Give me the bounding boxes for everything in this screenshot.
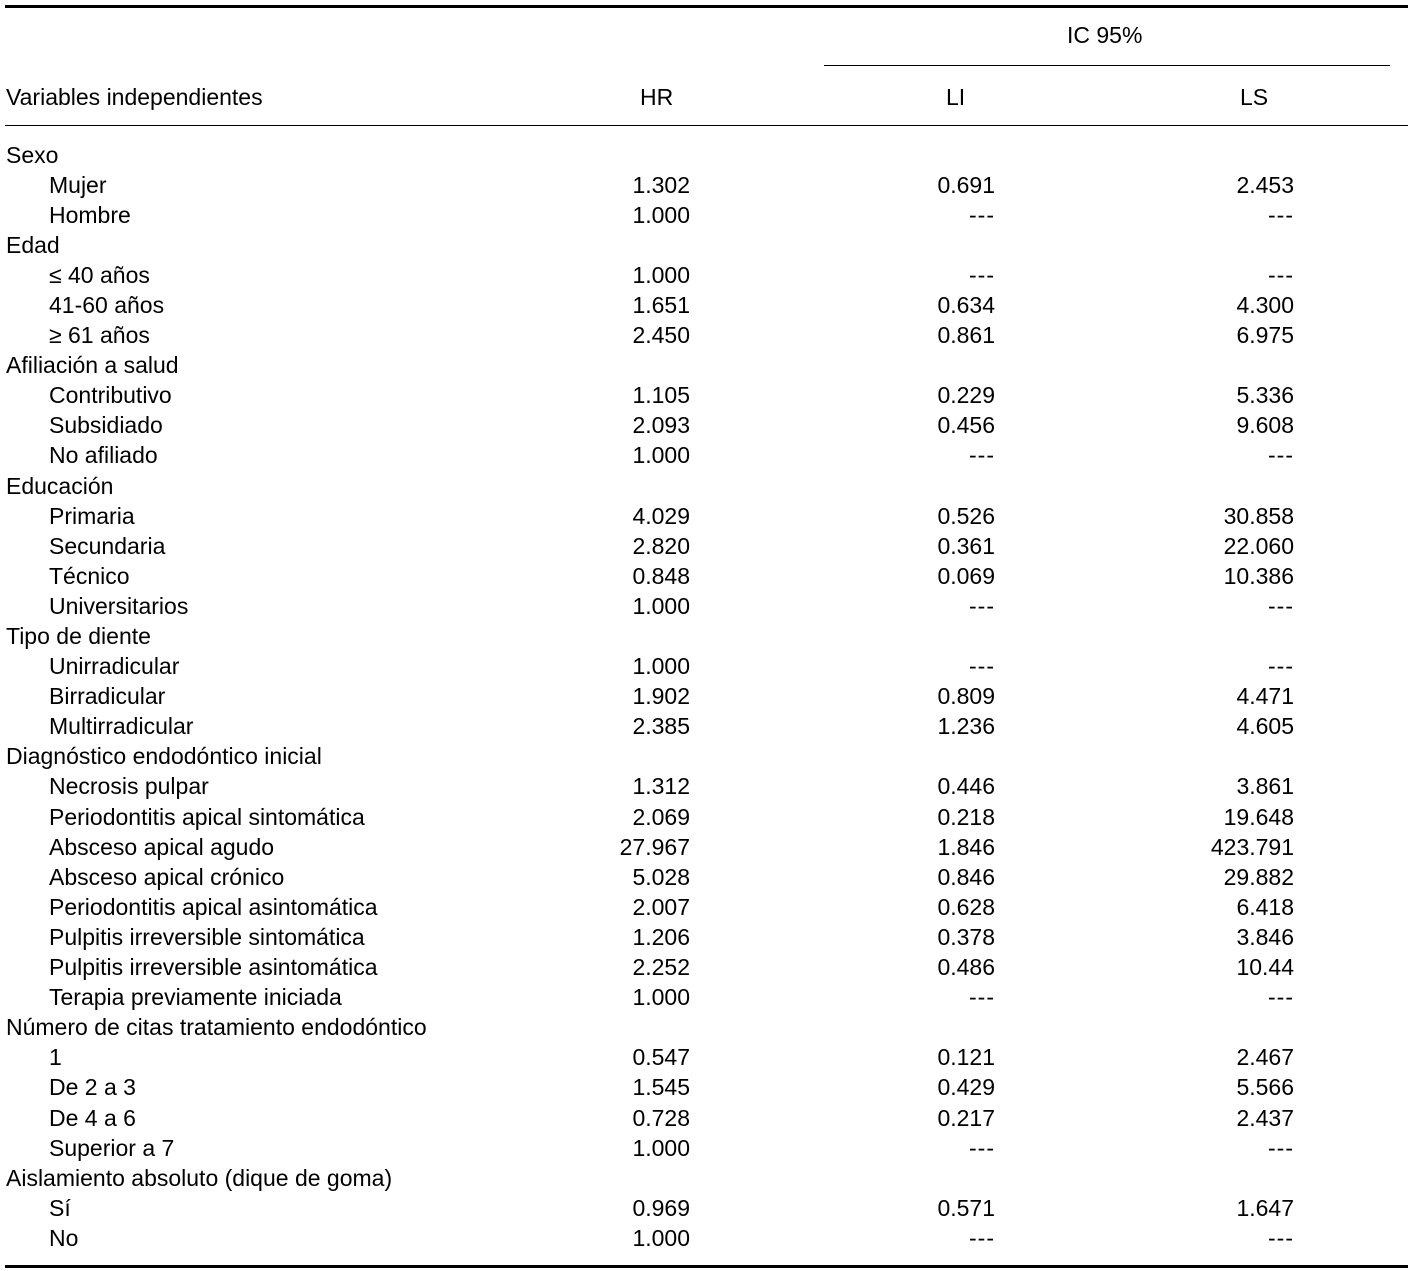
table-row: [0, 681, 1411, 711]
hr-value: 2.450: [632, 322, 690, 349]
ls-value: 423.791: [1210, 833, 1294, 860]
table-row: [0, 1072, 1411, 1102]
hr-value: 1.000: [632, 1134, 690, 1161]
ls-value: 4.300: [1236, 291, 1294, 318]
variable-label: Universitarios: [49, 592, 189, 619]
ls-value: 2.437: [1236, 1104, 1294, 1131]
ls-value: 3.846: [1236, 923, 1294, 950]
li-value: 1.846: [937, 833, 995, 860]
ls-value: 2.453: [1236, 171, 1294, 198]
table-row: [0, 290, 1411, 320]
table-row: [0, 380, 1411, 410]
table-row: [0, 200, 1411, 230]
li-value: 0.846: [937, 863, 995, 890]
hr-value: 1.902: [632, 683, 690, 710]
hr-value: 1.000: [632, 592, 690, 619]
li-value: ---: [969, 1134, 995, 1161]
li-value: 0.628: [937, 893, 995, 920]
li-value: 0.526: [937, 502, 995, 529]
table-group-row: [0, 741, 1411, 771]
ls-value: ---: [1268, 1134, 1294, 1161]
variable-label: Mujer: [49, 171, 107, 198]
table-top-rule: [5, 5, 1408, 8]
table-row: [0, 711, 1411, 741]
table-row: [0, 561, 1411, 591]
ls-value: 10.386: [1223, 562, 1294, 589]
table-row: [0, 1133, 1411, 1163]
table-row: [0, 410, 1411, 440]
hr-value: 2.252: [632, 954, 690, 981]
variable-label: Hombre: [49, 201, 131, 228]
li-value: ---: [969, 653, 995, 680]
variable-label: 41-60 años: [49, 291, 165, 318]
li-value: ---: [969, 1224, 995, 1251]
hr-header: HR: [640, 84, 674, 110]
ls-value: ---: [1268, 592, 1294, 619]
group-label: Educación: [6, 472, 114, 499]
li-value: 0.446: [937, 773, 995, 800]
li-value: ---: [969, 261, 995, 288]
li-value: 0.378: [937, 923, 995, 950]
li-value: 1.236: [937, 713, 995, 740]
table-row: [0, 440, 1411, 470]
table-row: [0, 531, 1411, 561]
table-row: [0, 1103, 1411, 1133]
ls-value: 9.608: [1236, 412, 1294, 439]
ls-value: 3.861: [1236, 773, 1294, 800]
group-label: Tipo de diente: [6, 623, 151, 649]
variable-label: Necrosis pulpar: [49, 773, 209, 800]
variable-label: No afiliado: [49, 442, 158, 469]
variable-label: ≤ 40 años: [49, 261, 150, 288]
table-row: [0, 170, 1411, 200]
table-group-row: [0, 471, 1411, 501]
li-value: 0.229: [937, 382, 995, 409]
table-row: [0, 802, 1411, 832]
table-bottom-rule: [5, 1265, 1408, 1268]
ic95-span-rule: [824, 65, 1390, 66]
li-value: 0.571: [937, 1194, 995, 1221]
hr-value: 1.000: [632, 261, 690, 288]
variable-label: Secundaria: [49, 532, 166, 559]
variables-header: Variables independientes: [6, 84, 263, 110]
hr-value: 1.302: [632, 171, 690, 198]
table-row: [0, 771, 1411, 801]
ls-value: 29.882: [1223, 863, 1294, 890]
ls-value: ---: [1268, 261, 1294, 288]
hr-value: 1.000: [632, 1224, 690, 1251]
ls-value: ---: [1268, 442, 1294, 469]
ls-value: 30.858: [1223, 502, 1294, 529]
hr-value: 2.093: [632, 412, 690, 439]
li-value: 0.069: [937, 562, 995, 589]
group-label: Diagnóstico endodóntico inicial: [6, 743, 322, 770]
variable-label: No: [49, 1224, 79, 1251]
hr-value: 27.967: [619, 833, 690, 860]
table-row: [0, 260, 1411, 290]
table-row: [0, 952, 1411, 982]
ic95-header: IC 95%: [1067, 22, 1143, 48]
li-value: ---: [969, 201, 995, 228]
li-value: 0.121: [937, 1044, 995, 1071]
header-bottom-rule: [5, 125, 1408, 126]
li-value: 0.218: [937, 803, 995, 830]
ls-value: 5.566: [1236, 1074, 1294, 1101]
table-row: [0, 982, 1411, 1012]
hr-value: 1.545: [632, 1074, 690, 1101]
table-body: [0, 140, 1411, 1253]
table-row: [0, 651, 1411, 681]
li-value: 0.691: [937, 171, 995, 198]
ls-value: 10.44: [1236, 954, 1294, 981]
hr-value: 4.029: [632, 502, 690, 529]
table-row: [0, 501, 1411, 531]
variable-label: Sí: [49, 1194, 71, 1221]
variable-label: Birradicular: [49, 683, 166, 710]
variable-label: Pulpitis irreversible sintomática: [49, 923, 365, 950]
ls-header: LS: [1240, 84, 1269, 110]
table-row: [0, 862, 1411, 892]
ls-value: 22.060: [1223, 532, 1294, 559]
li-header: LI: [946, 84, 966, 110]
table-row: [0, 922, 1411, 952]
hr-value: 1.000: [632, 653, 690, 680]
hr-value: 0.848: [632, 562, 690, 589]
variable-label: Contributivo: [49, 382, 172, 409]
table-group-row: [0, 1012, 1411, 1042]
table-row: [0, 892, 1411, 922]
hr-value: 1.000: [632, 984, 690, 1011]
ls-value: 4.605: [1236, 713, 1294, 740]
li-value: 0.634: [937, 291, 995, 318]
table-row: [0, 591, 1411, 621]
li-value: 0.217: [937, 1104, 995, 1131]
variable-label: ≥ 61 años: [49, 322, 150, 349]
variable-label: Unirradicular: [49, 653, 180, 680]
li-value: 0.486: [937, 954, 995, 981]
table-group-row: [0, 230, 1411, 260]
variable-label: Terapia previamente iniciada: [49, 984, 342, 1011]
table-row: [0, 1193, 1411, 1223]
ls-value: 5.336: [1236, 382, 1294, 409]
group-label: Aislamiento absoluto (dique de goma): [6, 1164, 393, 1191]
hr-value: 2.007: [632, 893, 690, 920]
table-row: [0, 1042, 1411, 1072]
variable-label: Primaria: [49, 502, 135, 529]
ls-value: 2.467: [1236, 1044, 1294, 1071]
li-value: ---: [969, 984, 995, 1011]
li-value: 0.861: [937, 322, 995, 349]
table-group-row: [0, 350, 1411, 380]
hr-value: 2.069: [632, 803, 690, 830]
hr-value: 5.028: [632, 863, 690, 890]
hr-value: 0.728: [632, 1104, 690, 1131]
ls-value: 6.975: [1236, 322, 1294, 349]
hr-value: 0.547: [632, 1044, 690, 1071]
variable-label: 1: [49, 1044, 62, 1071]
variable-label: Técnico: [49, 562, 130, 589]
hr-value: 2.385: [632, 713, 690, 740]
group-label: Edad: [6, 231, 60, 258]
variable-label: Superior a 7: [49, 1134, 175, 1161]
variable-label: Multirradicular: [49, 713, 194, 740]
table-group-row: [0, 1163, 1411, 1193]
variable-label: Pulpitis irreversible asintomática: [49, 954, 378, 981]
li-value: 0.809: [937, 683, 995, 710]
table-row: [0, 832, 1411, 862]
hr-value: 1.206: [632, 923, 690, 950]
table-row: [0, 1223, 1411, 1253]
ls-value: 19.648: [1223, 803, 1294, 830]
variable-label: De 4 a 6: [49, 1104, 136, 1131]
table-group-row: [0, 621, 1411, 651]
ls-value: 4.471: [1236, 683, 1294, 710]
ls-value: ---: [1268, 984, 1294, 1011]
li-value: ---: [969, 592, 995, 619]
ls-value: ---: [1268, 201, 1294, 228]
variable-label: Periodontitis apical sintomática: [49, 803, 365, 830]
ls-value: ---: [1268, 1224, 1294, 1251]
variable-label: De 2 a 3: [49, 1074, 136, 1101]
li-value: 0.361: [937, 532, 995, 559]
group-label: Afiliación a salud: [6, 352, 179, 379]
hr-value: 2.820: [632, 532, 690, 559]
group-label: Sexo: [6, 141, 59, 168]
hr-value: 1.000: [632, 442, 690, 469]
li-value: ---: [969, 442, 995, 469]
ls-value: 1.647: [1236, 1194, 1294, 1221]
variable-label: Absceso apical agudo: [49, 833, 275, 860]
hr-value: 1.000: [632, 201, 690, 228]
variable-label: Subsidiado: [49, 412, 163, 439]
hr-value: 1.651: [632, 291, 690, 318]
li-value: 0.456: [937, 412, 995, 439]
table-group-row: [0, 140, 1411, 170]
ls-value: ---: [1268, 653, 1294, 680]
hr-value: 1.312: [632, 773, 690, 800]
table-row: [0, 320, 1411, 350]
ls-value: 6.418: [1236, 893, 1294, 920]
hr-value: 1.105: [632, 382, 690, 409]
variable-label: Absceso apical crónico: [49, 863, 285, 890]
group-label: Número de citas tratamiento endodóntico: [6, 1014, 427, 1041]
hr-value: 0.969: [632, 1194, 690, 1221]
li-value: 0.429: [937, 1074, 995, 1101]
variable-label: Periodontitis apical asintomática: [49, 893, 378, 920]
